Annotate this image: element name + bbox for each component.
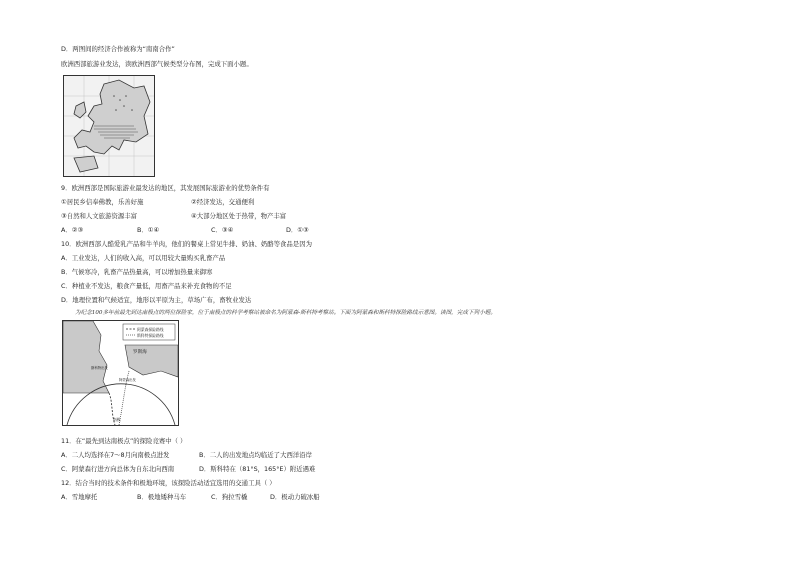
q10-option-d: D．地理位置和气候适宜，地形以平原为主，草场广布，畜牧业发达 (61, 296, 252, 304)
q12-option-d: D．极动力破冰船 (270, 493, 320, 501)
expedition-map-graphic (63, 321, 178, 425)
q12-option-a: A．雪地摩托 (61, 493, 98, 501)
q10-option-b: B．气候寒冷，乳畜产品热量高，可以增加热量来御寒 (61, 268, 213, 276)
q9-option-a: A．②③ (61, 226, 84, 234)
q9-option-b: B．①④ (137, 226, 160, 234)
q12-option-c: C．狗拉雪橇 (211, 493, 248, 501)
legend-amundsen: 阿蒙森探险路线 (137, 327, 164, 332)
q11-option-b: B．二人的出发地点均临近了大西洋沿岸 (199, 451, 313, 459)
label-amundsen-start: 阿蒙森出发 (119, 378, 136, 382)
label-south-pole: 南极 (113, 417, 121, 422)
question-12: 12．结合当时的技术条件和极地环境，该探险活动适宜选用的交通工具（ ） (61, 479, 276, 487)
q12-option-b: B．极地矮种马车 (137, 493, 187, 501)
europe-climate-map (63, 75, 155, 177)
q11-option-d: D．斯科特在（81°S，165°E）附近遇难 (199, 465, 316, 473)
q9-choice-1: ①居民乡信奉佛教，乐善好施 (61, 198, 144, 206)
q9-choice-3: ③自然和人文旅游资源丰富 (61, 212, 138, 220)
q9-choice-4: ④大部分地区处于热带，物产丰富 (191, 212, 287, 220)
q11-option-c: C．阿蒙森行进方向总体为自东北向西南 (61, 465, 175, 473)
q11-option-a: A．二人均选择在7～8月向南极点进发 (61, 451, 170, 459)
expedition-route-map (62, 320, 179, 426)
q9-option-c: C．③④ (211, 226, 234, 234)
legend-scott: 斯科特探险路线 (137, 333, 164, 338)
label-scott-start: 斯科特出发 (91, 366, 108, 370)
question-9: 9．欧洲西部是国际旅游业最发达的地区，其发展国际旅游业的优势条件有 (61, 184, 270, 192)
question-10: 10．欧洲西部人酷爱乳产品和牛羊肉，他们的餐桌上常见牛排、奶油、奶酪等食品是因为 (61, 240, 312, 248)
label-ross-sea: 罗斯海 (133, 350, 147, 355)
europe-map-graphic (64, 76, 154, 176)
q9-choice-2: ②经济发达，交通便利 (191, 198, 255, 206)
instruction-text: 欧洲西部旅游业发达，读欧洲西部气候类型分布图，完成下面小题。 (61, 60, 253, 68)
q10-option-a: A．工业发达，人们的收入高，可以用较大量购买乳畜产品 (61, 254, 226, 262)
q10-option-c: C．种植业不发达，粮食产量低，用畜产品来补充食物的不足 (61, 282, 232, 290)
q9-option-d: D．①③ (286, 226, 309, 234)
option-d-prev: D．两图间的经济合作被称为“南南合作” (61, 45, 175, 53)
passage-intro: 为纪念100多年前最先到达南极点的两位探险家，位于南极点的科学考察站被命名为阿蒙森-斯科特考察站。下面为阿蒙森和斯科特探险路线示意图。读图，完成下列小题。 (75, 310, 496, 316)
question-11: 11．在“最先到达南极点”的探险竞赛中（ ） (61, 437, 187, 445)
